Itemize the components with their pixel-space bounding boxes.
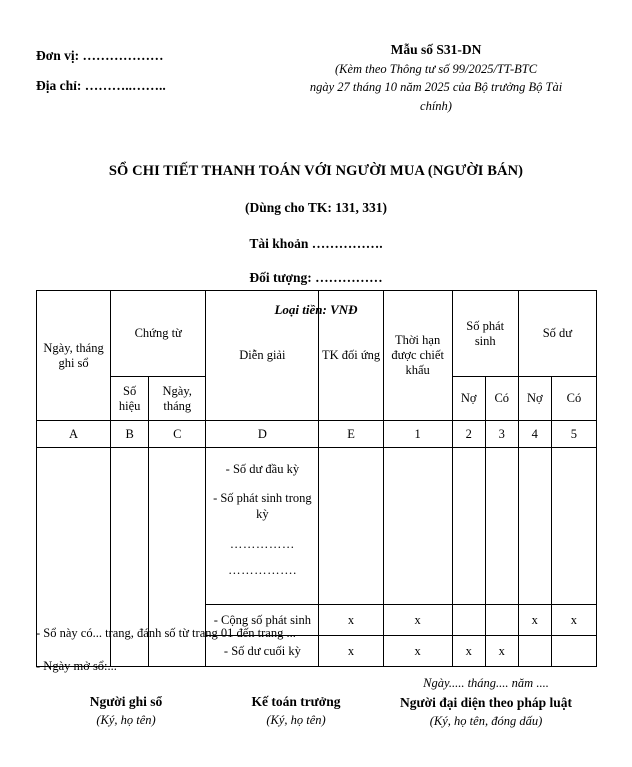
form-reference-line-3: chính) bbox=[420, 98, 452, 113]
header-balance-credit: Có bbox=[551, 377, 596, 421]
cell-balance-debit-blank[interactable] bbox=[518, 448, 551, 605]
table-body-row-main bbox=[37, 448, 597, 605]
entry-dots-1: …………… bbox=[229, 536, 295, 551]
cell-closing-balance-e[interactable]: x bbox=[319, 636, 383, 667]
signature-hint-recorder: (Ký, họ tên) bbox=[96, 713, 156, 728]
organization-address-field[interactable]: Địa chỉ: ………..…….. bbox=[36, 77, 166, 93]
cell-closing-balance-label: - Số dư cuối kỳ bbox=[206, 636, 319, 667]
object-field[interactable]: Đối tượng: …………… bbox=[249, 270, 383, 286]
column-code-2: 2 bbox=[452, 421, 485, 448]
header-arising-group: Số phát sinh bbox=[452, 291, 518, 377]
table-header-row-top bbox=[37, 291, 597, 377]
cell-total-arising-1[interactable]: x bbox=[383, 605, 452, 636]
signature-column-chief-accountant bbox=[216, 676, 376, 728]
cell-arising-debit-blank[interactable] bbox=[452, 448, 485, 605]
cell-total-arising-label: - Cộng số phát sinh bbox=[206, 605, 319, 636]
page-title: SỔ CHI TIẾT THANH TOÁN VỚI NGƯỜI MUA (NGƯỜI BÁN) bbox=[108, 163, 524, 179]
cell-closing-balance-1[interactable]: x bbox=[383, 636, 452, 667]
column-code-3: 3 bbox=[485, 421, 518, 448]
cell-corresponding-account-blank[interactable] bbox=[319, 448, 383, 605]
signature-role-legal-representative: Người đại diện theo pháp luật bbox=[400, 695, 572, 710]
header-discount-term: Thời hạn được chiết khấu bbox=[383, 291, 452, 421]
entry-period-arising: - Số phát sinh trong kỳ bbox=[213, 491, 312, 522]
cell-total-arising-e[interactable]: x bbox=[319, 605, 383, 636]
cell-arising-credit-blank[interactable] bbox=[485, 448, 518, 605]
form-code: Mẫu số S31-DN bbox=[390, 42, 482, 57]
signature-role-recorder: Người ghi sổ bbox=[89, 694, 163, 709]
header-voucher-date: Ngày, tháng bbox=[149, 377, 206, 421]
cell-total-arising-5[interactable]: x bbox=[551, 605, 596, 636]
form-reference-line-2: ngày 27 tháng 10 năm 2025 của Bộ trưởng Bộ Tài bbox=[309, 80, 563, 95]
header-voucher-number: Số hiệu bbox=[111, 377, 149, 421]
signature-block bbox=[36, 676, 596, 729]
form-reference-block bbox=[276, 42, 596, 114]
header-balance-group: Số dư bbox=[518, 291, 596, 377]
column-code-e: E bbox=[319, 421, 383, 448]
cell-discount-term-blank[interactable] bbox=[383, 448, 452, 605]
cell-closing-balance-2[interactable]: x bbox=[452, 636, 485, 667]
column-code-a: A bbox=[37, 421, 111, 448]
table-column-code-row bbox=[37, 421, 597, 448]
page-subtitle: (Dùng cho TK: 131, 331) bbox=[245, 200, 387, 216]
note-open-date: - Ngày mở sổ:... bbox=[36, 659, 117, 673]
account-field[interactable]: Tài khoản ……………. bbox=[249, 236, 383, 252]
signature-role-chief-accountant: Kế toán trưởng bbox=[251, 694, 341, 709]
ledger-table-wrapper bbox=[36, 290, 597, 667]
column-code-4: 4 bbox=[518, 421, 551, 448]
header-arising-credit: Có bbox=[485, 377, 518, 421]
signature-date-line[interactable]: Ngày..... tháng.... năm .... bbox=[423, 676, 549, 690]
organization-block bbox=[36, 42, 266, 108]
column-code-5: 5 bbox=[551, 421, 596, 448]
column-code-b: B bbox=[111, 421, 149, 448]
signature-column-recorder bbox=[36, 676, 216, 728]
ledger-table bbox=[36, 290, 597, 667]
header-description: Diễn giải bbox=[206, 291, 319, 421]
signature-hint-chief-accountant: (Ký, họ tên) bbox=[266, 713, 326, 728]
form-reference-line-1: (Kèm theo Thông tư số 99/2025/TT-BTC bbox=[334, 61, 538, 76]
cell-description-entries[interactable] bbox=[206, 448, 319, 605]
column-code-1: 1 bbox=[383, 421, 452, 448]
header-balance-debit: Nợ bbox=[518, 377, 551, 421]
header-corresponding-account: TK đối ứng bbox=[319, 291, 383, 421]
signature-hint-legal-representative: (Ký, họ tên, đóng dấu) bbox=[429, 714, 543, 729]
document-header bbox=[36, 42, 596, 114]
signature-column-legal-representative bbox=[376, 676, 596, 729]
note-page-count: - Sổ này có... trang, đánh số từ trang 01 đến trang ... bbox=[36, 626, 296, 640]
column-code-d: D bbox=[206, 421, 319, 448]
header-date-record: Ngày, tháng ghi sổ bbox=[37, 291, 111, 421]
header-voucher-group: Chứng từ bbox=[111, 291, 206, 377]
entry-opening-balance: - Số dư đầu kỳ bbox=[225, 461, 300, 476]
entry-dots-2: ……………. bbox=[228, 563, 297, 578]
organization-unit-field[interactable]: Đơn vị: ……………… bbox=[36, 48, 164, 63]
currency-label: Loại tiền: VNĐ bbox=[274, 302, 358, 318]
header-arising-debit: Nợ bbox=[452, 377, 485, 421]
cell-balance-credit-blank[interactable] bbox=[551, 448, 596, 605]
cell-total-arising-4[interactable]: x bbox=[518, 605, 551, 636]
cell-closing-balance-3[interactable]: x bbox=[485, 636, 518, 667]
column-code-c: C bbox=[149, 421, 206, 448]
